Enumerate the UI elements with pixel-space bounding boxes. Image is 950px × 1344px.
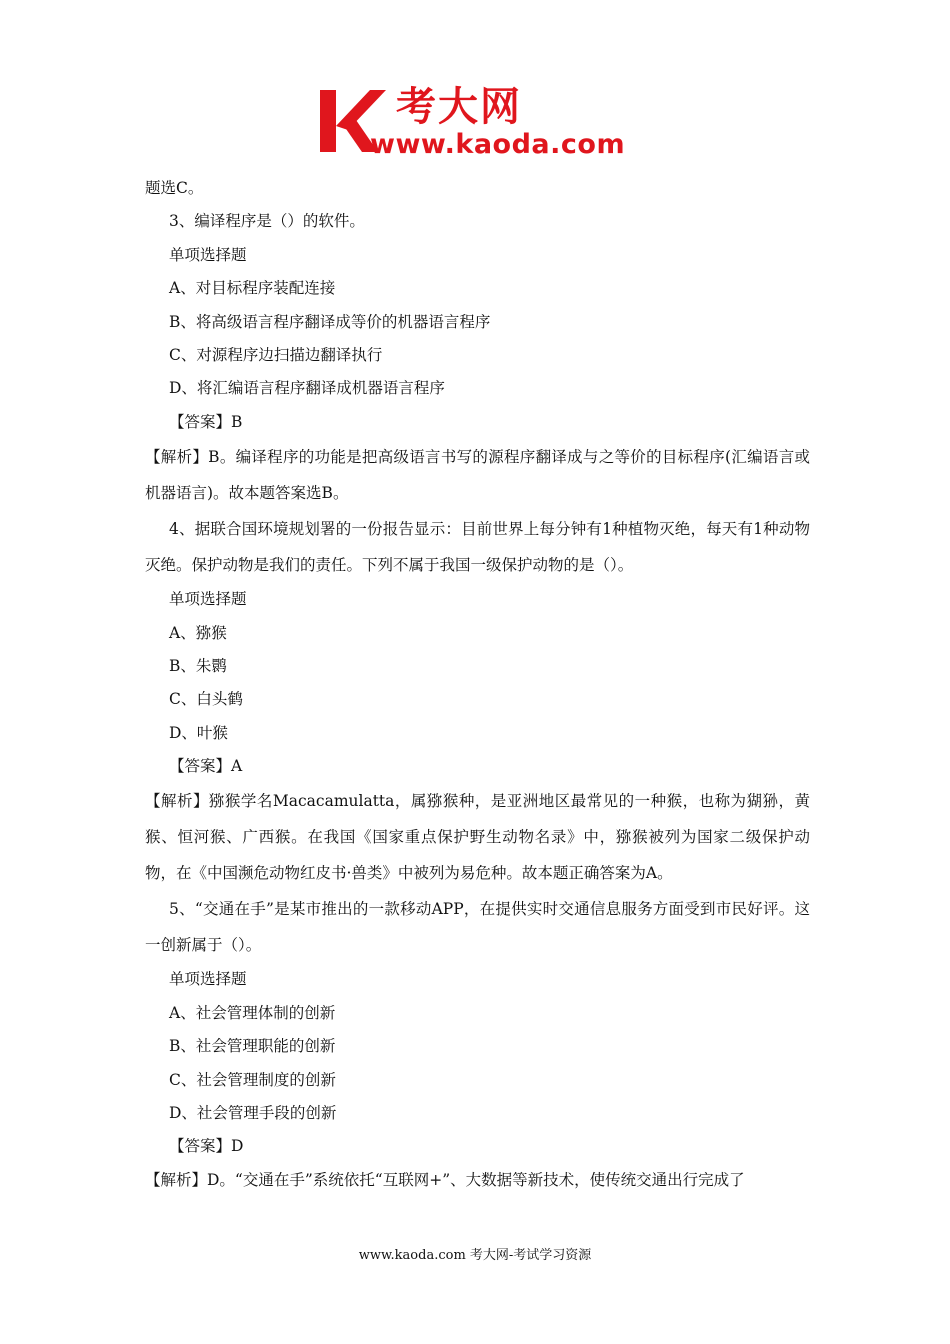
question-4-option-d: D、叶猴 (169, 723, 228, 742)
question-5-stem: 5、“交通在手”是某市推出的一款移动APP，在提供实时交通信息服务方面受到市民好评。这一创新属于（）。 (145, 900, 810, 955)
question-4-stem: 4、据联合国环境规划署的一份报告显示：目前世界上每分钟有1种植物灭绝，每天有1种动物灭绝。保护动物是我们的责任。下列不属于我国一级保护动物的是（）。 (145, 520, 810, 575)
document-body (145, 172, 810, 1197)
question-4-option-a: A、猕猴 (169, 623, 227, 642)
question-3-answer: 【答案】B (169, 412, 243, 431)
logo-url: www.kaoda.com (370, 129, 626, 160)
question-5-type: 单项选择题 (169, 970, 247, 989)
question-3-option-d: D、将汇编语言程序翻译成机器语言程序 (169, 379, 445, 398)
question-5-option-d: D、社会管理手段的创新 (169, 1104, 337, 1123)
question-4-explanation: 【解析】猕猴学名Macacamulatta，属猕猴种，是亚洲地区最常见的一种猴，也称为猢狲，黄猴、恒河猴、广西猴。在我国《国家重点保护野生动物名录》中，猕猴被列为国家二级保护动物，在《中国濒危动物红皮书·兽类》中被列为易危种。故本题正确答案为A。 (145, 792, 810, 883)
question-5-answer: 【答案】D (169, 1137, 244, 1156)
logo-brand-name: 考大网 (396, 84, 522, 130)
question-5-option-a: A、社会管理体制的创新 (169, 1003, 336, 1022)
question-4-option-c: C、白头鹤 (169, 690, 243, 709)
kaoda-logo (318, 84, 638, 160)
question-4-type: 单项选择题 (169, 590, 247, 609)
text-line: 题选C。 (145, 179, 204, 197)
question-5-option-b: B、社会管理职能的创新 (169, 1037, 336, 1056)
page-footer: www.kaoda.com 考大网-考试学习资源 (358, 1248, 592, 1263)
question-3-stem: 3、编译程序是（）的软件。 (169, 212, 365, 231)
question-5-option-c: C、社会管理制度的创新 (169, 1070, 336, 1089)
question-3-option-a: A、对目标程序装配连接 (169, 279, 336, 298)
question-3-option-b: B、将高级语言程序翻译成等价的机器语言程序 (169, 312, 491, 331)
question-5-explanation: 【解析】D。“交通在手”系统依托“互联网+”、大数据等新技术，使传统交通出行完成了 (145, 1170, 745, 1189)
question-3-option-c: C、对源程序边扫描边翻译执行 (169, 345, 383, 364)
question-4-option-b: B、朱鹮 (169, 656, 227, 675)
question-3-explanation: 【解析】B。编译程序的功能是把高级语言书写的源程序翻译成与之等价的目标程序(汇编语言或机器语言)。故本题答案选B。 (145, 448, 810, 503)
question-3-type: 单项选择题 (169, 245, 247, 264)
question-4-answer: 【答案】A (169, 757, 243, 776)
